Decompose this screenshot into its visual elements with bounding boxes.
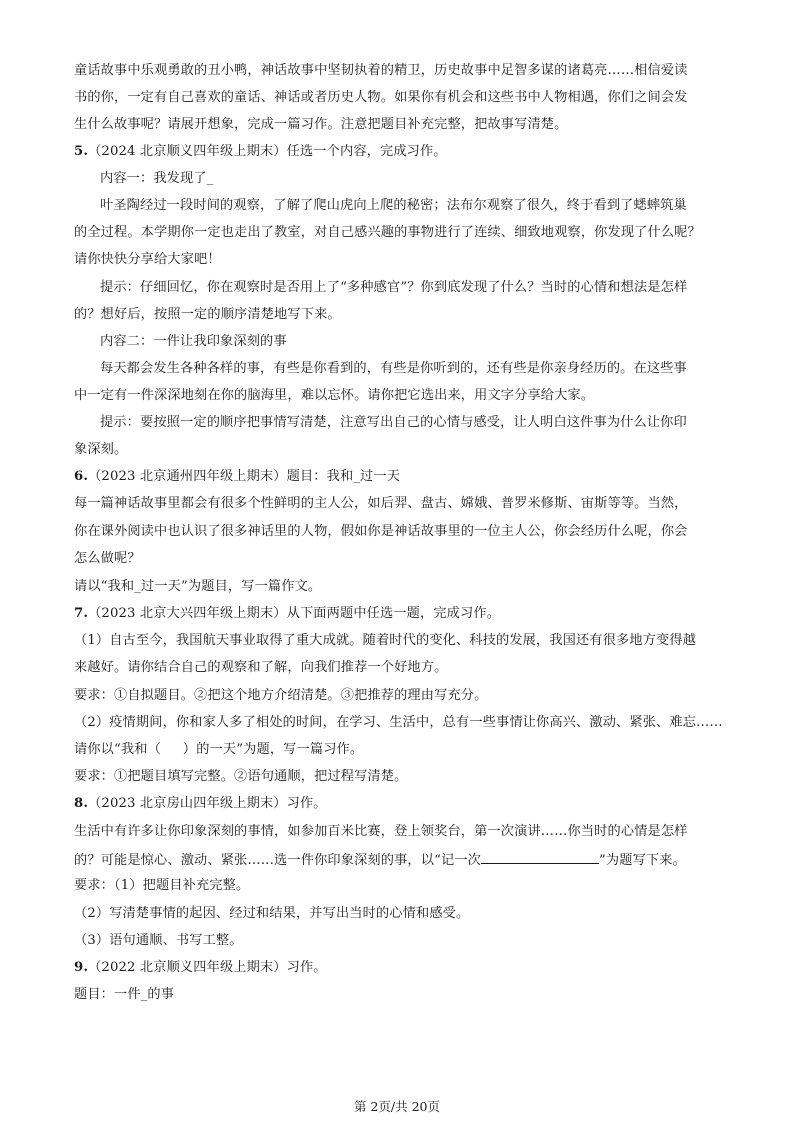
question-7-source: （2023 北京大兴四年级上期末）从下面两题中任选一题，完成习作。 xyxy=(88,606,501,621)
q7-option-1-line-2: 来越好。请你结合自己的观察和了解，向我们推荐一个好地方。 xyxy=(74,660,448,675)
question-6-source: （2023 北京通州四年级上期末）题目：我和_过一天 xyxy=(88,469,401,484)
question-8-number: 8. xyxy=(74,796,89,811)
q5-content-2-tip-1: 提示：要按照一定的顺序把事情写清楚，注意写出自己的心情与感受，让人明白这件事为什么让你印 xyxy=(100,415,687,430)
question-8-source: （2023 北京房山四年级上期末）习作。 xyxy=(88,796,327,811)
question-5-heading xyxy=(74,143,447,161)
q5-content-1-tip-2: 的？想好后，按照一定的顺序清楚地写下来。 xyxy=(74,307,341,322)
page-number: 第 2页/共 20页 xyxy=(353,1099,441,1114)
q8-requirement-1: 要求：（1）把题目补充完整。 xyxy=(74,878,250,893)
q8-requirement-2: （2）写清楚事情的起因、经过和结果，并写出当时的心情和感受。 xyxy=(74,906,470,921)
q9-title: 题目：一件_的事 xyxy=(74,987,175,1002)
q5-content-1-para-1: 叶圣陶经过一段时间的观察，了解了爬山虎向上爬的秘密；法布尔观察了很久，终于看到了蟋蟀筑巢 xyxy=(100,198,687,213)
intro-line-3: 生什么故事呢？请展开想象，完成一篇习作。注意把题目补充完整，把故事写清楚。 xyxy=(74,117,568,132)
q5-content-2-para-2: 中一定有一件深深地刻在你的脑海里，难以忘怀。请你把它选出来，用文字分享给大家。 xyxy=(74,388,595,403)
question-5-source: （2024 北京顺义四年级上期末）任选一个内容，完成习作。 xyxy=(88,144,447,159)
q6-para-3: 怎么做呢？ xyxy=(74,551,141,566)
q5-content-1-tip-1: 提示：仔细回忆，你在观察时是否用上了“多种感官”？你到底发现了什么？当时的心情和想法是怎样 xyxy=(100,280,688,295)
question-6-heading xyxy=(74,468,400,486)
q6-para-4: 请以“我和_过一天”为题目，写一篇作文。 xyxy=(74,579,322,594)
question-5-number: 5. xyxy=(74,144,89,159)
q8-para-2-start: 的？可能是惊心、激动、紧张……选一件你印象深刻的事，以“记一次 xyxy=(74,853,482,868)
q7-option-1-line-1: （1）自古至今，我国航天事业取得了重大成就。随着时代的变化、科技的发展，我国还有很多地方变得越 xyxy=(74,633,697,648)
q7-option-1-requirements: 要求：①自拟题目。②把这个地方介绍清楚。③把推荐的理由写充分。 xyxy=(74,688,488,703)
title-blank-line xyxy=(481,850,599,864)
intro-line-1: 童话故事中乐观勇敢的丑小鸭，神话故事中坚韧执着的精卫，历史故事中足智多谋的诸葛亮……相信爱读 xyxy=(74,63,688,78)
q5-content-1-para-3: 请你快快分享给大家吧！ xyxy=(74,252,221,267)
q7-option-2-requirements: 要求：①把题目填写完整。②语句通顺，把过程写清楚。 xyxy=(74,769,408,784)
q8-para-1: 生活中有许多让你印象深刻的事情，如参加百米比赛，登上领奖台，第一次演讲……你当时的心情是怎样 xyxy=(74,824,688,839)
q5-content-2-tip-2: 象深刻。 xyxy=(74,442,128,457)
question-7-number: 7. xyxy=(74,606,89,621)
q8-para-2 xyxy=(74,850,686,870)
q7-option-2-line-2 xyxy=(74,741,363,759)
q6-para-1: 每一篇神话故事里都会有很多个性鲜明的主人公，如后羿、盘古、嫦娥、普罗米修斯、宙斯等等。当然， xyxy=(74,496,688,511)
q5-content-1-title: 内容一：我发现了_ xyxy=(100,171,214,186)
q7-option-2-line-1: （2）疫情期间，你和家人多了相处的时间，在学习、生活中，总有一些事情让你高兴、激动、紧张、难忘…… xyxy=(74,715,723,730)
question-6-number: 6. xyxy=(74,469,89,484)
question-9-heading xyxy=(74,959,327,977)
question-7-heading xyxy=(74,605,500,623)
q8-para-2-end: ”为题写下来。 xyxy=(599,853,686,868)
question-9-source: （2022 北京顺义四年级上期末）习作。 xyxy=(88,960,327,975)
q5-content-2-title: 内容二：一件让我印象深刻的事 xyxy=(100,334,287,349)
q5-content-2-para-1: 每天都会发生各种各样的事，有些是你看到的，有些是你听到的，还有些是你亲身经历的。在这些事 xyxy=(100,361,687,376)
q7-option-2-text-start: 请你以“我和（ xyxy=(74,742,161,757)
intro-line-2: 书的你，一定有自己喜欢的童话、神话或者历史人物。如果你有机会和这些书中人物相遇，你们之间会发 xyxy=(74,90,688,105)
q6-para-2: 你在课外阅读中也认识了很多神话里的人物，假如你是神话故事里的一位主人公，你会经历什么呢，你会 xyxy=(74,524,688,539)
q7-option-2-text-end: ）的一天”为题，写一篇习作。 xyxy=(182,742,364,757)
q5-content-1-para-2: 的全过程。本学期你一定也走出了教室，对自己感兴趣的事物进行了连续、细致地观察，你发现了什么呢？ xyxy=(74,225,701,240)
question-8-heading xyxy=(74,795,327,813)
q8-requirement-3: （3）语句通顺、书写工整。 xyxy=(74,933,243,948)
question-9-number: 9. xyxy=(74,960,89,975)
